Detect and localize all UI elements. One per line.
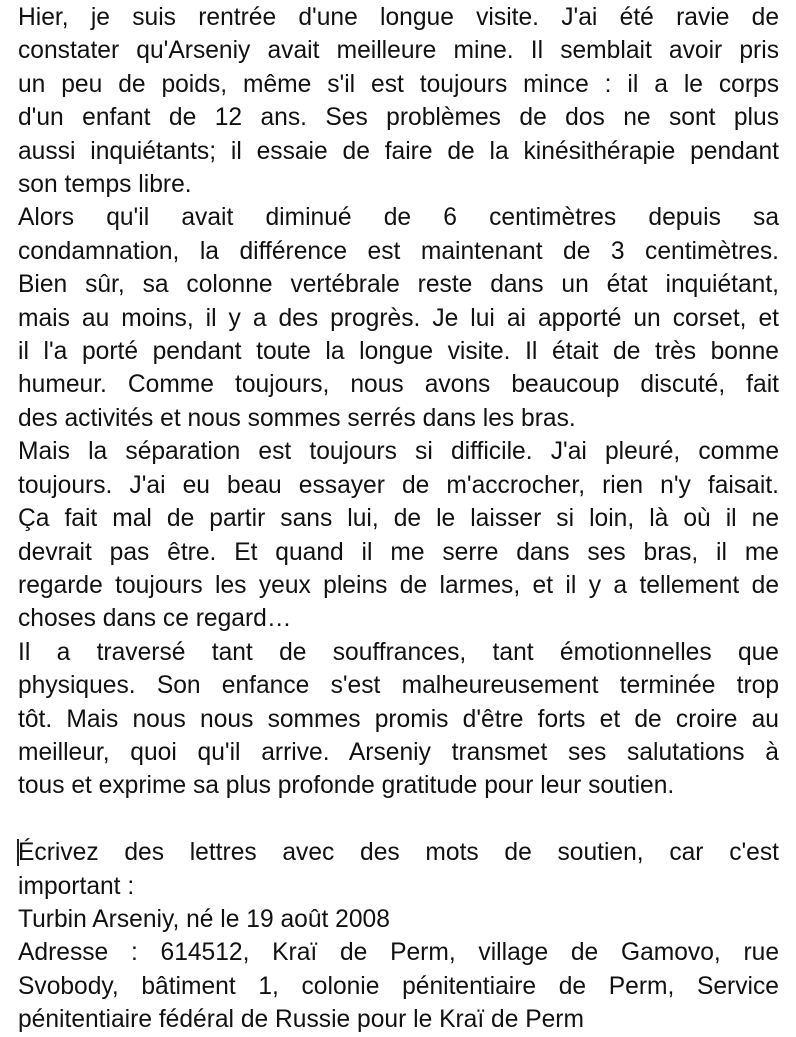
text-line: mais au moins, il y a des progrès. Je lui ai apporté un corset, et bbox=[18, 304, 779, 332]
text-line: Turbin Arseniy, né le 19 août 2008 bbox=[18, 905, 390, 933]
text-line: Ça fait mal de partir sans lui, de le laisser si loin, là où il ne bbox=[18, 505, 779, 533]
text-line: il l'a porté pendant toute la longue visite. Il était de très bonne bbox=[18, 338, 779, 366]
paragraph bbox=[18, 1, 779, 201]
paragraph bbox=[18, 903, 779, 936]
text-line: d'un enfant de 12 ans. Ses problèmes de dos ne sont plus bbox=[18, 104, 779, 132]
text-line: Mais la séparation est toujours si difficile. J'ai pleuré, comme bbox=[18, 438, 779, 466]
text-line: Écrivez des lettres avec des mots de soutien, car c'est bbox=[18, 839, 779, 867]
text-line: devrait pas être. Et quand il me serre dans ses bras, il me bbox=[18, 538, 779, 566]
text-line: Bien sûr, sa colonne vertébrale reste dans un état inquiétant, bbox=[18, 271, 779, 299]
text-line: toujours. J'ai eu beau essayer de m'accrocher, rien n'y faisait. bbox=[18, 471, 779, 499]
text-line: aussi inquiétants; il essaie de faire de la kinésithérapie pendant bbox=[18, 137, 779, 165]
text-line: regarde toujours les yeux pleins de larmes, et il y a tellement de bbox=[18, 571, 779, 599]
document-body[interactable] bbox=[18, 1, 779, 1037]
text-line: Il a traversé tant de souffrances, tant émotionnelles que bbox=[18, 638, 779, 666]
text-line: pénitentiaire fédéral de Russie pour le Kraï de Perm bbox=[18, 1006, 584, 1034]
text-line: constater qu'Arseniy avait meilleure mine. Il semblait avoir pris bbox=[18, 37, 779, 65]
paragraph bbox=[18, 201, 779, 435]
text-line: tous et exprime sa plus profonde gratitude pour leur soutien. bbox=[18, 772, 675, 800]
text-line: tôt. Mais nous nous sommes promis d'être forts et de croire au bbox=[18, 705, 779, 733]
paragraph bbox=[18, 936, 779, 1036]
text-line: des activités et nous sommes serrés dans les bras. bbox=[18, 404, 576, 432]
text-line: Hier, je suis rentrée d'une longue visite. J'ai été ravie de bbox=[18, 4, 779, 31]
paragraph bbox=[18, 636, 779, 803]
text-line: Adresse : 614512, Kraï de Perm, village de Gamovo, rue bbox=[18, 939, 779, 967]
text-line: son temps libre. bbox=[18, 171, 192, 199]
text-line: meilleur, quoi qu'il arrive. Arseniy transmet ses salutations à bbox=[18, 738, 779, 766]
text-line: Svobody, bâtiment 1, colonie pénitentiaire de Perm, Service bbox=[18, 972, 779, 1000]
text-line: un peu de poids, même s'il est toujours mince : il a le corps bbox=[18, 70, 779, 98]
text-line: humeur. Comme toujours, nous avons beaucoup discuté, fait bbox=[18, 371, 779, 399]
text-line: physiques. Son enfance s'est malheureusement terminée trop bbox=[18, 672, 779, 700]
paragraph bbox=[18, 435, 779, 635]
paragraph bbox=[18, 836, 779, 903]
text-cursor bbox=[17, 839, 19, 866]
text-line: condamnation, la différence est maintenant de 3 centimètres. bbox=[18, 237, 779, 265]
text-line: important : bbox=[18, 872, 135, 900]
text-line: Alors qu'il avait diminué de 6 centimètres depuis sa bbox=[18, 204, 779, 232]
text-line: choses dans ce regard… bbox=[18, 605, 292, 633]
